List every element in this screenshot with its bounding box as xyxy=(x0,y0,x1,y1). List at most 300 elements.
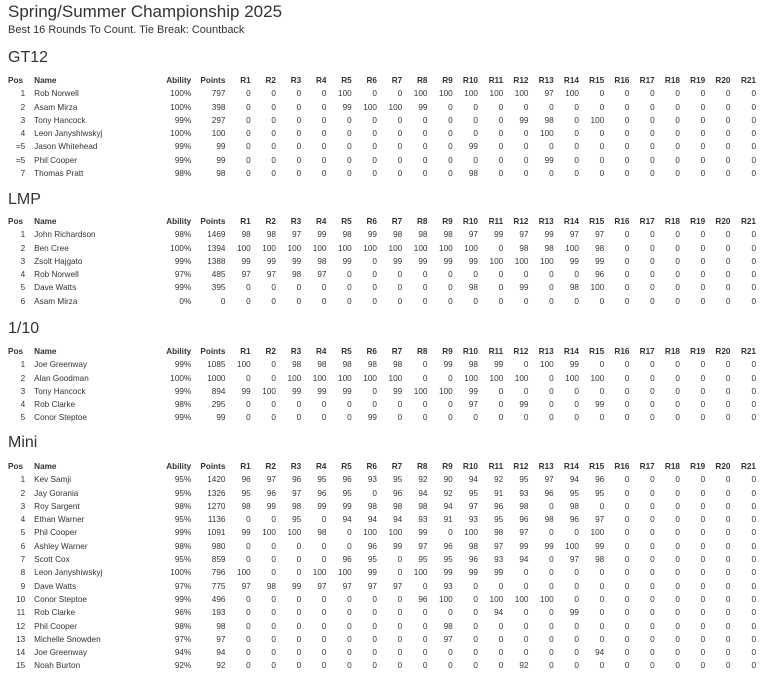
round-score-cell: 0 xyxy=(725,661,731,671)
column-header: R14 xyxy=(563,462,579,471)
round-score-cell: 0 xyxy=(700,270,706,280)
round-score-cell: 0 xyxy=(751,648,756,658)
round-score-cell: 100 xyxy=(413,386,428,396)
ability-cell: 96% xyxy=(174,608,192,618)
round-score-cell: 0 xyxy=(397,608,403,618)
column-header: Pos xyxy=(8,462,24,471)
position-cell: 3 xyxy=(20,115,26,125)
round-score-cell: 100 xyxy=(590,115,605,125)
table-row xyxy=(8,295,760,308)
round-score-cell: 0 xyxy=(523,648,529,658)
round-score-cell: 91 xyxy=(443,515,453,525)
round-score-cell: 97 xyxy=(544,89,554,99)
round-score-cell: 0 xyxy=(422,608,428,618)
round-score-cell: 100 xyxy=(590,528,605,538)
round-score-cell: 96 xyxy=(342,475,352,485)
round-score-cell: 0 xyxy=(725,581,731,591)
round-score-cell: 0 xyxy=(751,386,756,396)
round-score-cell: 0 xyxy=(549,102,554,112)
round-score-cell: 0 xyxy=(624,115,630,125)
round-score-cell: 0 xyxy=(397,568,403,578)
round-score-cell: 0 xyxy=(549,608,554,618)
round-score-cell: 0 xyxy=(574,270,579,280)
round-score-cell: 98 xyxy=(266,581,276,591)
round-score-cell: 0 xyxy=(246,661,251,671)
round-score-cell: 0 xyxy=(296,648,302,658)
round-score-cell: 99 xyxy=(317,230,327,240)
table-row xyxy=(8,114,760,127)
position-cell: 6 xyxy=(20,296,26,306)
round-score-cell: 99 xyxy=(367,568,377,578)
column-header: R16 xyxy=(614,347,630,356)
round-score-cell: 0 xyxy=(397,296,403,306)
round-score-cell: 0 xyxy=(296,621,302,631)
round-score-cell: 0 xyxy=(675,515,680,525)
column-header: R4 xyxy=(315,76,327,85)
position-cell: 14 xyxy=(16,648,26,658)
class-title: Mini xyxy=(8,434,38,451)
round-score-cell: 0 xyxy=(675,488,680,498)
round-score-cell: 0 xyxy=(448,283,453,293)
round-score-cell: 99 xyxy=(241,386,251,396)
column-header: Pos xyxy=(8,217,24,226)
round-score-cell: 0 xyxy=(650,169,655,179)
round-score-cell: 0 xyxy=(650,230,655,240)
round-score-cell: 0 xyxy=(624,296,630,306)
round-score-cell: 0 xyxy=(246,89,251,99)
round-score-cell: 0 xyxy=(246,621,251,631)
round-score-cell: 0 xyxy=(397,648,403,658)
ability-cell: 98% xyxy=(174,169,192,179)
round-score-cell: 0 xyxy=(347,400,352,410)
round-score-cell: 0 xyxy=(725,555,731,565)
round-score-cell: 0 xyxy=(372,256,377,266)
round-score-cell: 0 xyxy=(725,475,731,485)
round-score-cell: 0 xyxy=(372,648,377,658)
driver-name-cell: Jason Whitehead xyxy=(34,142,98,152)
round-score-cell: 97 xyxy=(393,581,403,591)
round-score-cell: 0 xyxy=(650,594,655,604)
round-score-cell: 0 xyxy=(650,581,655,591)
position-cell: 4 xyxy=(20,515,26,525)
round-score-cell: 0 xyxy=(624,102,630,112)
round-score-cell: 0 xyxy=(321,515,327,525)
ability-cell: 100% xyxy=(170,373,192,383)
round-score-cell: 99 xyxy=(317,386,327,396)
round-score-cell: 0 xyxy=(473,296,478,306)
round-score-cell: 0 xyxy=(574,568,579,578)
round-score-cell: 0 xyxy=(624,515,630,525)
column-header: R2 xyxy=(265,347,276,356)
round-score-cell: 0 xyxy=(751,621,756,631)
round-score-cell: 0 xyxy=(574,155,579,165)
position-cell: 6 xyxy=(20,541,26,551)
round-score-cell: 0 xyxy=(271,621,276,631)
round-score-cell: 97 xyxy=(317,270,327,280)
ability-cell: 92% xyxy=(174,661,192,671)
round-score-cell: 0 xyxy=(271,400,276,410)
round-score-cell: 0 xyxy=(700,155,706,165)
column-header: Pos xyxy=(8,347,24,356)
round-score-cell: 0 xyxy=(751,360,756,370)
column-header: R2 xyxy=(265,462,276,471)
round-score-cell: 0 xyxy=(650,283,655,293)
column-header: R16 xyxy=(614,217,630,226)
round-score-cell: 0 xyxy=(321,608,327,618)
round-score-cell: 0 xyxy=(422,270,428,280)
table-row xyxy=(8,281,760,294)
round-score-cell: 100 xyxy=(489,594,504,604)
round-score-cell: 96 xyxy=(443,541,453,551)
round-score-cell: 95 xyxy=(569,488,579,498)
round-score-cell: 0 xyxy=(296,555,302,565)
column-header: R6 xyxy=(366,347,377,356)
round-score-cell: 0 xyxy=(650,555,655,565)
points-cell: 1270 xyxy=(207,501,226,511)
round-score-cell: 0 xyxy=(347,413,352,423)
round-score-cell: 0 xyxy=(725,515,731,525)
round-score-cell: 0 xyxy=(675,621,680,631)
round-score-cell: 100 xyxy=(540,360,554,370)
round-score-cell: 0 xyxy=(271,541,276,551)
round-score-cell: 0 xyxy=(422,155,428,165)
round-score-cell: 0 xyxy=(347,129,352,139)
round-score-cell: 0 xyxy=(675,581,680,591)
round-score-cell: 0 xyxy=(751,102,756,112)
round-score-cell: 0 xyxy=(372,115,377,125)
ability-cell: 99% xyxy=(174,283,192,293)
round-score-cell: 96 xyxy=(266,488,276,498)
round-score-cell: 0 xyxy=(271,360,276,370)
column-header: R16 xyxy=(614,462,630,471)
round-score-cell: 0 xyxy=(624,661,630,671)
round-score-cell: 98 xyxy=(468,541,478,551)
round-score-cell: 0 xyxy=(397,594,403,604)
round-score-cell: 99 xyxy=(468,568,478,578)
round-score-cell: 0 xyxy=(271,89,276,99)
driver-name-cell: Alan Goodman xyxy=(34,373,89,383)
round-score-cell: 0 xyxy=(397,169,403,179)
column-header: R14 xyxy=(563,217,579,226)
round-score-cell: 0 xyxy=(599,129,605,139)
round-score-cell: 0 xyxy=(700,360,706,370)
position-cell: =5 xyxy=(15,142,26,152)
round-score-cell: 0 xyxy=(498,129,504,139)
round-score-cell: 0 xyxy=(650,608,655,618)
round-score-cell: 100 xyxy=(439,89,453,99)
round-score-cell: 0 xyxy=(523,386,529,396)
round-score-cell: 99 xyxy=(468,256,478,266)
round-score-cell: 0 xyxy=(675,413,680,423)
round-score-cell: 100 xyxy=(237,568,251,578)
round-score-cell: 100 xyxy=(514,256,529,266)
round-score-cell: 99 xyxy=(494,360,504,370)
round-score-cell: 0 xyxy=(271,661,276,671)
round-score-cell: 99 xyxy=(317,501,327,511)
driver-name-cell: Leon Janyshiwskyj xyxy=(34,129,103,139)
round-score-cell: 100 xyxy=(388,102,403,112)
round-score-cell: 0 xyxy=(296,102,302,112)
position-cell: 8 xyxy=(20,568,26,578)
position-cell: 1 xyxy=(20,230,26,240)
round-score-cell: 0 xyxy=(574,169,579,179)
round-score-cell: 0 xyxy=(523,360,529,370)
round-score-cell: 96 xyxy=(595,475,605,485)
round-score-cell: 99 xyxy=(519,541,529,551)
round-score-cell: 0 xyxy=(725,296,731,306)
round-score-cell: 0 xyxy=(700,621,706,631)
round-score-cell: 0 xyxy=(397,155,403,165)
ability-cell: 99% xyxy=(174,155,192,165)
round-score-cell: 99 xyxy=(367,413,377,423)
round-score-cell: 0 xyxy=(675,634,680,644)
column-header: R17 xyxy=(639,76,655,85)
round-score-cell: 0 xyxy=(523,634,529,644)
round-score-cell: 99 xyxy=(494,230,504,240)
round-score-cell: 0 xyxy=(725,256,731,266)
round-score-cell: 0 xyxy=(523,169,529,179)
driver-name-cell: Asam Mirza xyxy=(34,102,78,112)
round-score-cell: 99 xyxy=(241,256,251,266)
round-score-cell: 0 xyxy=(372,129,377,139)
round-score-cell: 0 xyxy=(372,296,377,306)
round-score-cell: 0 xyxy=(751,89,756,99)
round-score-cell: 97 xyxy=(266,475,276,485)
driver-name-cell: Thomas Pratt xyxy=(34,169,84,179)
column-header: Name xyxy=(34,76,57,85)
round-score-cell: 0 xyxy=(624,608,630,618)
round-score-cell: 0 xyxy=(321,634,327,644)
column-header: R16 xyxy=(614,76,630,85)
round-score-cell: 100 xyxy=(262,386,276,396)
points-cell: 1394 xyxy=(207,243,226,253)
round-score-cell: 93 xyxy=(494,555,504,565)
round-score-cell: 0 xyxy=(271,648,276,658)
round-score-cell: 92 xyxy=(519,661,529,671)
round-score-cell: 0 xyxy=(473,413,478,423)
column-header: R19 xyxy=(690,462,706,471)
round-score-cell: 0 xyxy=(549,413,554,423)
round-score-cell: 0 xyxy=(675,528,680,538)
round-score-cell: 90 xyxy=(443,475,453,485)
round-score-cell: 0 xyxy=(700,475,706,485)
position-cell: 9 xyxy=(20,581,26,591)
class-title: GT12 xyxy=(8,49,49,66)
round-score-cell: 0 xyxy=(574,594,579,604)
round-score-cell: 0 xyxy=(296,115,302,125)
round-score-cell: 0 xyxy=(448,400,453,410)
ability-cell: 100% xyxy=(170,129,192,139)
round-score-cell: 0 xyxy=(675,608,680,618)
round-score-cell: 0 xyxy=(751,541,756,551)
round-score-cell: 95 xyxy=(494,515,504,525)
round-score-cell: 0 xyxy=(675,296,680,306)
round-score-cell: 0 xyxy=(347,621,352,631)
driver-name-cell: Joe Greenway xyxy=(34,648,87,658)
round-score-cell: 96 xyxy=(418,594,428,604)
round-score-cell: 0 xyxy=(296,155,302,165)
round-score-cell: 0 xyxy=(321,142,327,152)
round-score-cell: 0 xyxy=(246,648,251,658)
round-score-cell: 100 xyxy=(489,256,504,266)
round-score-cell: 98 xyxy=(292,501,302,511)
round-score-cell: 0 xyxy=(700,169,706,179)
round-score-cell: 0 xyxy=(549,648,554,658)
round-score-cell: 0 xyxy=(473,115,478,125)
column-header: R6 xyxy=(366,76,377,85)
round-score-cell: 0 xyxy=(271,568,276,578)
column-header: R5 xyxy=(341,347,352,356)
round-score-cell: 0 xyxy=(372,594,377,604)
column-header: R18 xyxy=(664,347,680,356)
round-score-cell: 0 xyxy=(372,89,377,99)
round-score-cell: 0 xyxy=(422,661,428,671)
round-score-cell: 0 xyxy=(725,169,731,179)
table-row xyxy=(8,87,760,100)
points-cell: 859 xyxy=(211,555,226,565)
ability-cell: 99% xyxy=(174,142,192,152)
round-score-cell: 0 xyxy=(624,230,630,240)
round-score-cell: 0 xyxy=(599,501,605,511)
round-score-cell: 96 xyxy=(393,488,403,498)
round-score-cell: 96 xyxy=(241,475,251,485)
points-cell: 99 xyxy=(216,413,226,423)
round-score-cell: 0 xyxy=(650,528,655,538)
column-header: R5 xyxy=(341,462,352,471)
column-header: R6 xyxy=(366,462,377,471)
column-header: R7 xyxy=(391,76,403,85)
round-score-cell: 97 xyxy=(519,230,529,240)
driver-name-cell: Kev Samji xyxy=(34,475,72,485)
round-score-cell: 0 xyxy=(725,373,731,383)
round-score-cell: 0 xyxy=(271,129,276,139)
round-score-cell: 0 xyxy=(751,594,756,604)
round-score-cell: 100 xyxy=(287,243,302,253)
round-score-cell: 0 xyxy=(599,360,605,370)
ability-cell: 99% xyxy=(174,115,192,125)
round-score-cell: 92 xyxy=(443,488,453,498)
round-score-cell: 0 xyxy=(372,661,377,671)
round-score-cell: 0 xyxy=(498,102,504,112)
round-score-cell: 0 xyxy=(397,400,403,410)
points-cell: 1326 xyxy=(207,488,226,498)
round-score-cell: 0 xyxy=(372,488,377,498)
column-header: Ability xyxy=(166,76,192,85)
round-score-cell: 0 xyxy=(523,102,529,112)
page-title: Spring/Summer Championship 2025 xyxy=(8,2,283,21)
position-cell: 2 xyxy=(20,102,26,112)
round-score-cell: 98 xyxy=(595,243,605,253)
round-score-cell: 0 xyxy=(700,634,706,644)
round-score-cell: 0 xyxy=(246,129,251,139)
results-table xyxy=(8,460,760,673)
round-score-cell: 99 xyxy=(418,256,428,266)
column-header: R9 xyxy=(442,462,453,471)
round-score-cell: 99 xyxy=(595,400,605,410)
page-subtitle: Best 16 Rounds To Count. Tie Break: Countback xyxy=(8,24,245,36)
round-score-cell: 0 xyxy=(321,102,327,112)
table-row xyxy=(8,101,760,114)
table-row xyxy=(8,526,760,539)
round-score-cell: 0 xyxy=(246,283,251,293)
points-cell: 1000 xyxy=(207,373,226,383)
table-row xyxy=(8,255,760,268)
column-header: R2 xyxy=(265,217,276,226)
round-score-cell: 0 xyxy=(246,594,251,604)
driver-name-cell: Ben Cree xyxy=(34,243,69,253)
points-cell: 94 xyxy=(216,648,226,658)
round-score-cell: 0 xyxy=(448,169,453,179)
round-score-cell: 0 xyxy=(296,296,302,306)
column-header: R15 xyxy=(589,217,605,226)
round-score-cell: 99 xyxy=(468,142,478,152)
round-score-cell: 0 xyxy=(372,400,377,410)
column-header: R17 xyxy=(639,217,655,226)
round-score-cell: 0 xyxy=(422,129,428,139)
round-score-cell: 0 xyxy=(372,283,377,293)
column-header: R1 xyxy=(240,76,251,85)
round-score-cell: 0 xyxy=(650,621,655,631)
round-score-cell: 100 xyxy=(388,373,403,383)
round-score-cell: 0 xyxy=(473,661,478,671)
round-score-cell: 0 xyxy=(725,270,731,280)
column-header: R14 xyxy=(563,347,579,356)
column-header: R15 xyxy=(589,462,605,471)
points-cell: 496 xyxy=(211,594,226,604)
position-cell: 5 xyxy=(20,528,26,538)
round-score-cell: 0 xyxy=(372,169,377,179)
round-score-cell: 98 xyxy=(569,501,579,511)
round-score-cell: 0 xyxy=(700,594,706,604)
round-score-cell: 0 xyxy=(650,515,655,525)
round-score-cell: 98 xyxy=(519,243,529,253)
round-score-cell: 0 xyxy=(422,360,428,370)
ability-cell: 97% xyxy=(174,581,192,591)
table-row xyxy=(8,242,760,255)
column-header: Ability xyxy=(166,462,192,471)
round-score-cell: 0 xyxy=(675,541,680,551)
column-header: R11 xyxy=(488,347,504,356)
column-header: R19 xyxy=(690,76,706,85)
round-score-cell: 0 xyxy=(549,634,554,644)
table-row xyxy=(8,606,760,619)
round-score-cell: 0 xyxy=(498,115,504,125)
points-cell: 297 xyxy=(211,115,226,125)
round-score-cell: 0 xyxy=(296,661,302,671)
round-score-cell: 0 xyxy=(599,621,605,631)
results-table xyxy=(8,74,760,180)
driver-name-cell: Leon Janyshiwskyj xyxy=(34,568,103,578)
round-score-cell: 0 xyxy=(473,608,478,618)
round-score-cell: 0 xyxy=(751,413,756,423)
round-score-cell: 94 xyxy=(443,501,453,511)
round-score-cell: 0 xyxy=(700,129,706,139)
round-score-cell: 0 xyxy=(397,270,403,280)
round-score-cell: 0 xyxy=(397,283,403,293)
round-score-cell: 0 xyxy=(700,541,706,551)
position-cell: 1 xyxy=(20,89,26,99)
points-cell: 1085 xyxy=(207,360,226,370)
round-score-cell: 0 xyxy=(725,89,731,99)
round-score-cell: 0 xyxy=(599,581,605,591)
round-score-cell: 98 xyxy=(595,555,605,565)
round-score-cell: 99 xyxy=(393,541,403,551)
round-score-cell: 99 xyxy=(292,581,302,591)
round-score-cell: 0 xyxy=(321,541,327,551)
class-title: LMP xyxy=(8,191,41,208)
round-score-cell: 0 xyxy=(624,501,630,511)
round-score-cell: 0 xyxy=(624,621,630,631)
